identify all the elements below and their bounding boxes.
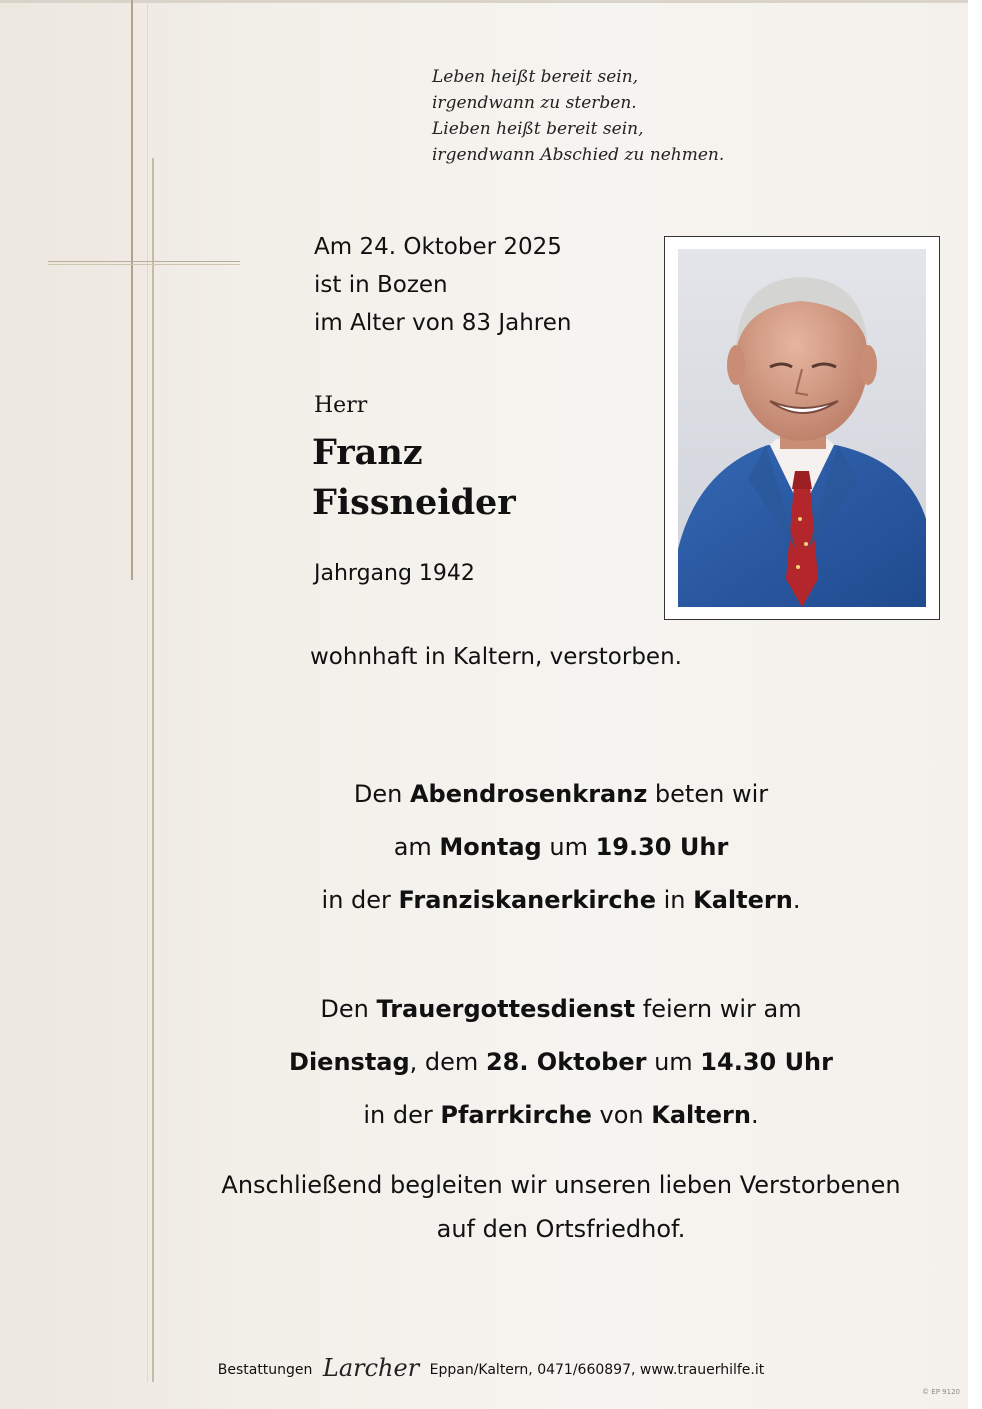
funeral-day: Dienstag <box>289 1048 410 1076</box>
burial-line-2: auf den Ortsfriedhof. <box>436 1215 686 1243</box>
footer-prefix: Bestattungen <box>217 1362 313 1378</box>
rosary-line-3 <box>190 874 932 927</box>
text: um <box>646 1048 701 1076</box>
salutation: Herr <box>314 393 368 418</box>
rosary-line-1 <box>190 768 932 821</box>
text: . <box>792 886 801 914</box>
funeral-church: Pfarrkirche <box>440 1101 592 1129</box>
text: in der <box>321 886 399 914</box>
rosary-town: Kaltern <box>693 886 793 914</box>
portrait-illustration <box>678 249 926 607</box>
text: , dem <box>409 1048 486 1076</box>
intro <box>314 228 571 342</box>
last-name: Fissneider <box>312 482 516 523</box>
cross-vertical-line <box>131 0 133 580</box>
funeral-line-2 <box>190 1036 932 1089</box>
text: um <box>541 833 596 861</box>
text: beten wir <box>647 780 769 808</box>
death-place-line: ist in Bozen <box>314 272 448 298</box>
rosary-day: Montag <box>439 833 542 861</box>
rosary-church: Franziskanerkirche <box>398 886 656 914</box>
text: Den <box>353 780 410 808</box>
text: in <box>655 886 694 914</box>
text: Den <box>320 995 377 1023</box>
rosary-line-2 <box>190 821 932 874</box>
residence-line: wohnhaft in Kaltern, verstorben. <box>310 644 682 670</box>
portrait-frame <box>664 236 940 620</box>
funeral-date: 28. Oktober <box>485 1048 647 1076</box>
age-line: im Alter von 83 Jahren <box>314 310 572 336</box>
funeral-label: Trauergottesdienst <box>376 995 636 1023</box>
decorative-vertical-line-long <box>152 158 154 1382</box>
text: in der <box>363 1101 441 1129</box>
funeral-announcement <box>190 983 932 1142</box>
poem-line: irgendwann zu sterben. <box>432 93 637 113</box>
poem-line: irgendwann Abschied zu nehmen. <box>432 145 725 165</box>
poem-line: Leben heißt bereit sein, <box>432 67 639 87</box>
rosary-time: 19.30 Uhr <box>595 833 729 861</box>
print-code: © EP 9120 <box>922 1388 960 1396</box>
funeral-line-1 <box>190 983 932 1036</box>
text: am <box>393 833 440 861</box>
portrait-photo <box>678 249 926 607</box>
funeral-town: Kaltern <box>651 1101 751 1129</box>
burial-note <box>190 1163 932 1251</box>
text: . <box>750 1101 759 1129</box>
funeral-time: 14.30 Uhr <box>700 1048 833 1076</box>
deceased-name <box>312 428 516 528</box>
text: von <box>591 1101 652 1129</box>
first-name: Franz <box>312 432 423 473</box>
footer <box>0 1354 982 1382</box>
poem-line: Lieben heißt bereit sein, <box>432 119 644 139</box>
funeral-home-logo: Larcher <box>322 1354 420 1382</box>
death-date-line: Am 24. Oktober 2025 <box>314 234 562 260</box>
birth-year: Jahrgang 1942 <box>314 561 475 586</box>
decorative-vertical-line <box>147 0 148 1382</box>
funeral-line-3 <box>190 1089 932 1142</box>
cross-horizontal-line <box>48 261 240 262</box>
cross-horizontal-line-shadow <box>48 264 240 265</box>
text: feiern wir am <box>635 995 802 1023</box>
footer-contact: Eppan/Kaltern, 0471/660897, www.trauerhilfe.it <box>429 1362 765 1378</box>
poem <box>432 64 724 168</box>
rosary-announcement <box>190 768 932 927</box>
rosary-label: Abendrosenkranz <box>409 780 648 808</box>
right-edge <box>968 0 982 1409</box>
burial-line-1: Anschließend begleiten wir unseren lieben Verstorbenen <box>221 1171 901 1199</box>
